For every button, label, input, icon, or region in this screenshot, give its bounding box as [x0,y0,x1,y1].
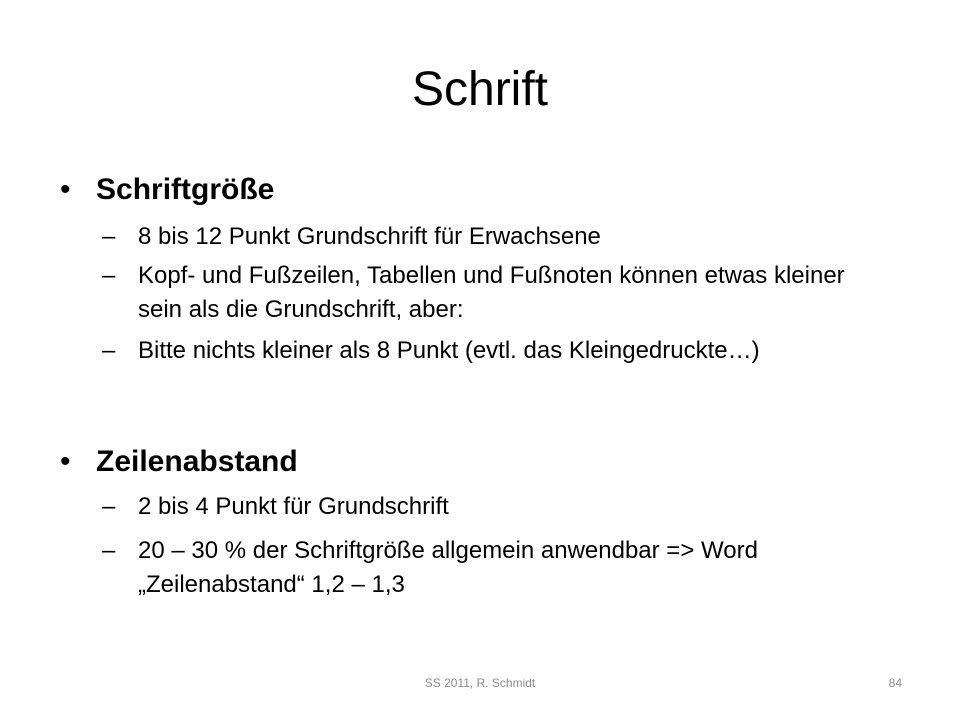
dash-icon: – [102,537,116,564]
dash-icon: – [102,337,116,364]
bullet-label: Schriftgröße [96,173,275,206]
sub-item-text: Bitte nichts kleiner als 8 Punkt (evtl. das Kleingedruckte…) [138,337,760,364]
dash-icon: – [102,262,116,289]
bullet-dot-icon: • [60,173,71,206]
sub-item-text: 8 bis 12 Punkt Grundschrift für Erwachsene [138,223,601,250]
sub-item-text: 20 – 30 % der Schriftgröße allgemein anwendbar => Word „Zeilenabstand“ 1,2 – 1,3 [138,537,758,598]
footer-author: SS 2011, R. Schmidt [424,676,536,690]
dash-icon: – [102,493,116,520]
dash-icon: – [102,223,116,250]
slide-title: Schrift [411,63,549,116]
page-number: 84 [888,676,902,690]
sub-item-text: Kopf- und Fußzeilen, Tabellen und Fußnoten können etwas kleiner sein als die Grundschrift, aber: [138,262,845,323]
bullet-label: Zeilenabstand [96,445,298,478]
sub-item-text: 2 bis 4 Punkt für Grundschrift [138,493,449,520]
bullet-dot-icon: • [60,445,71,478]
